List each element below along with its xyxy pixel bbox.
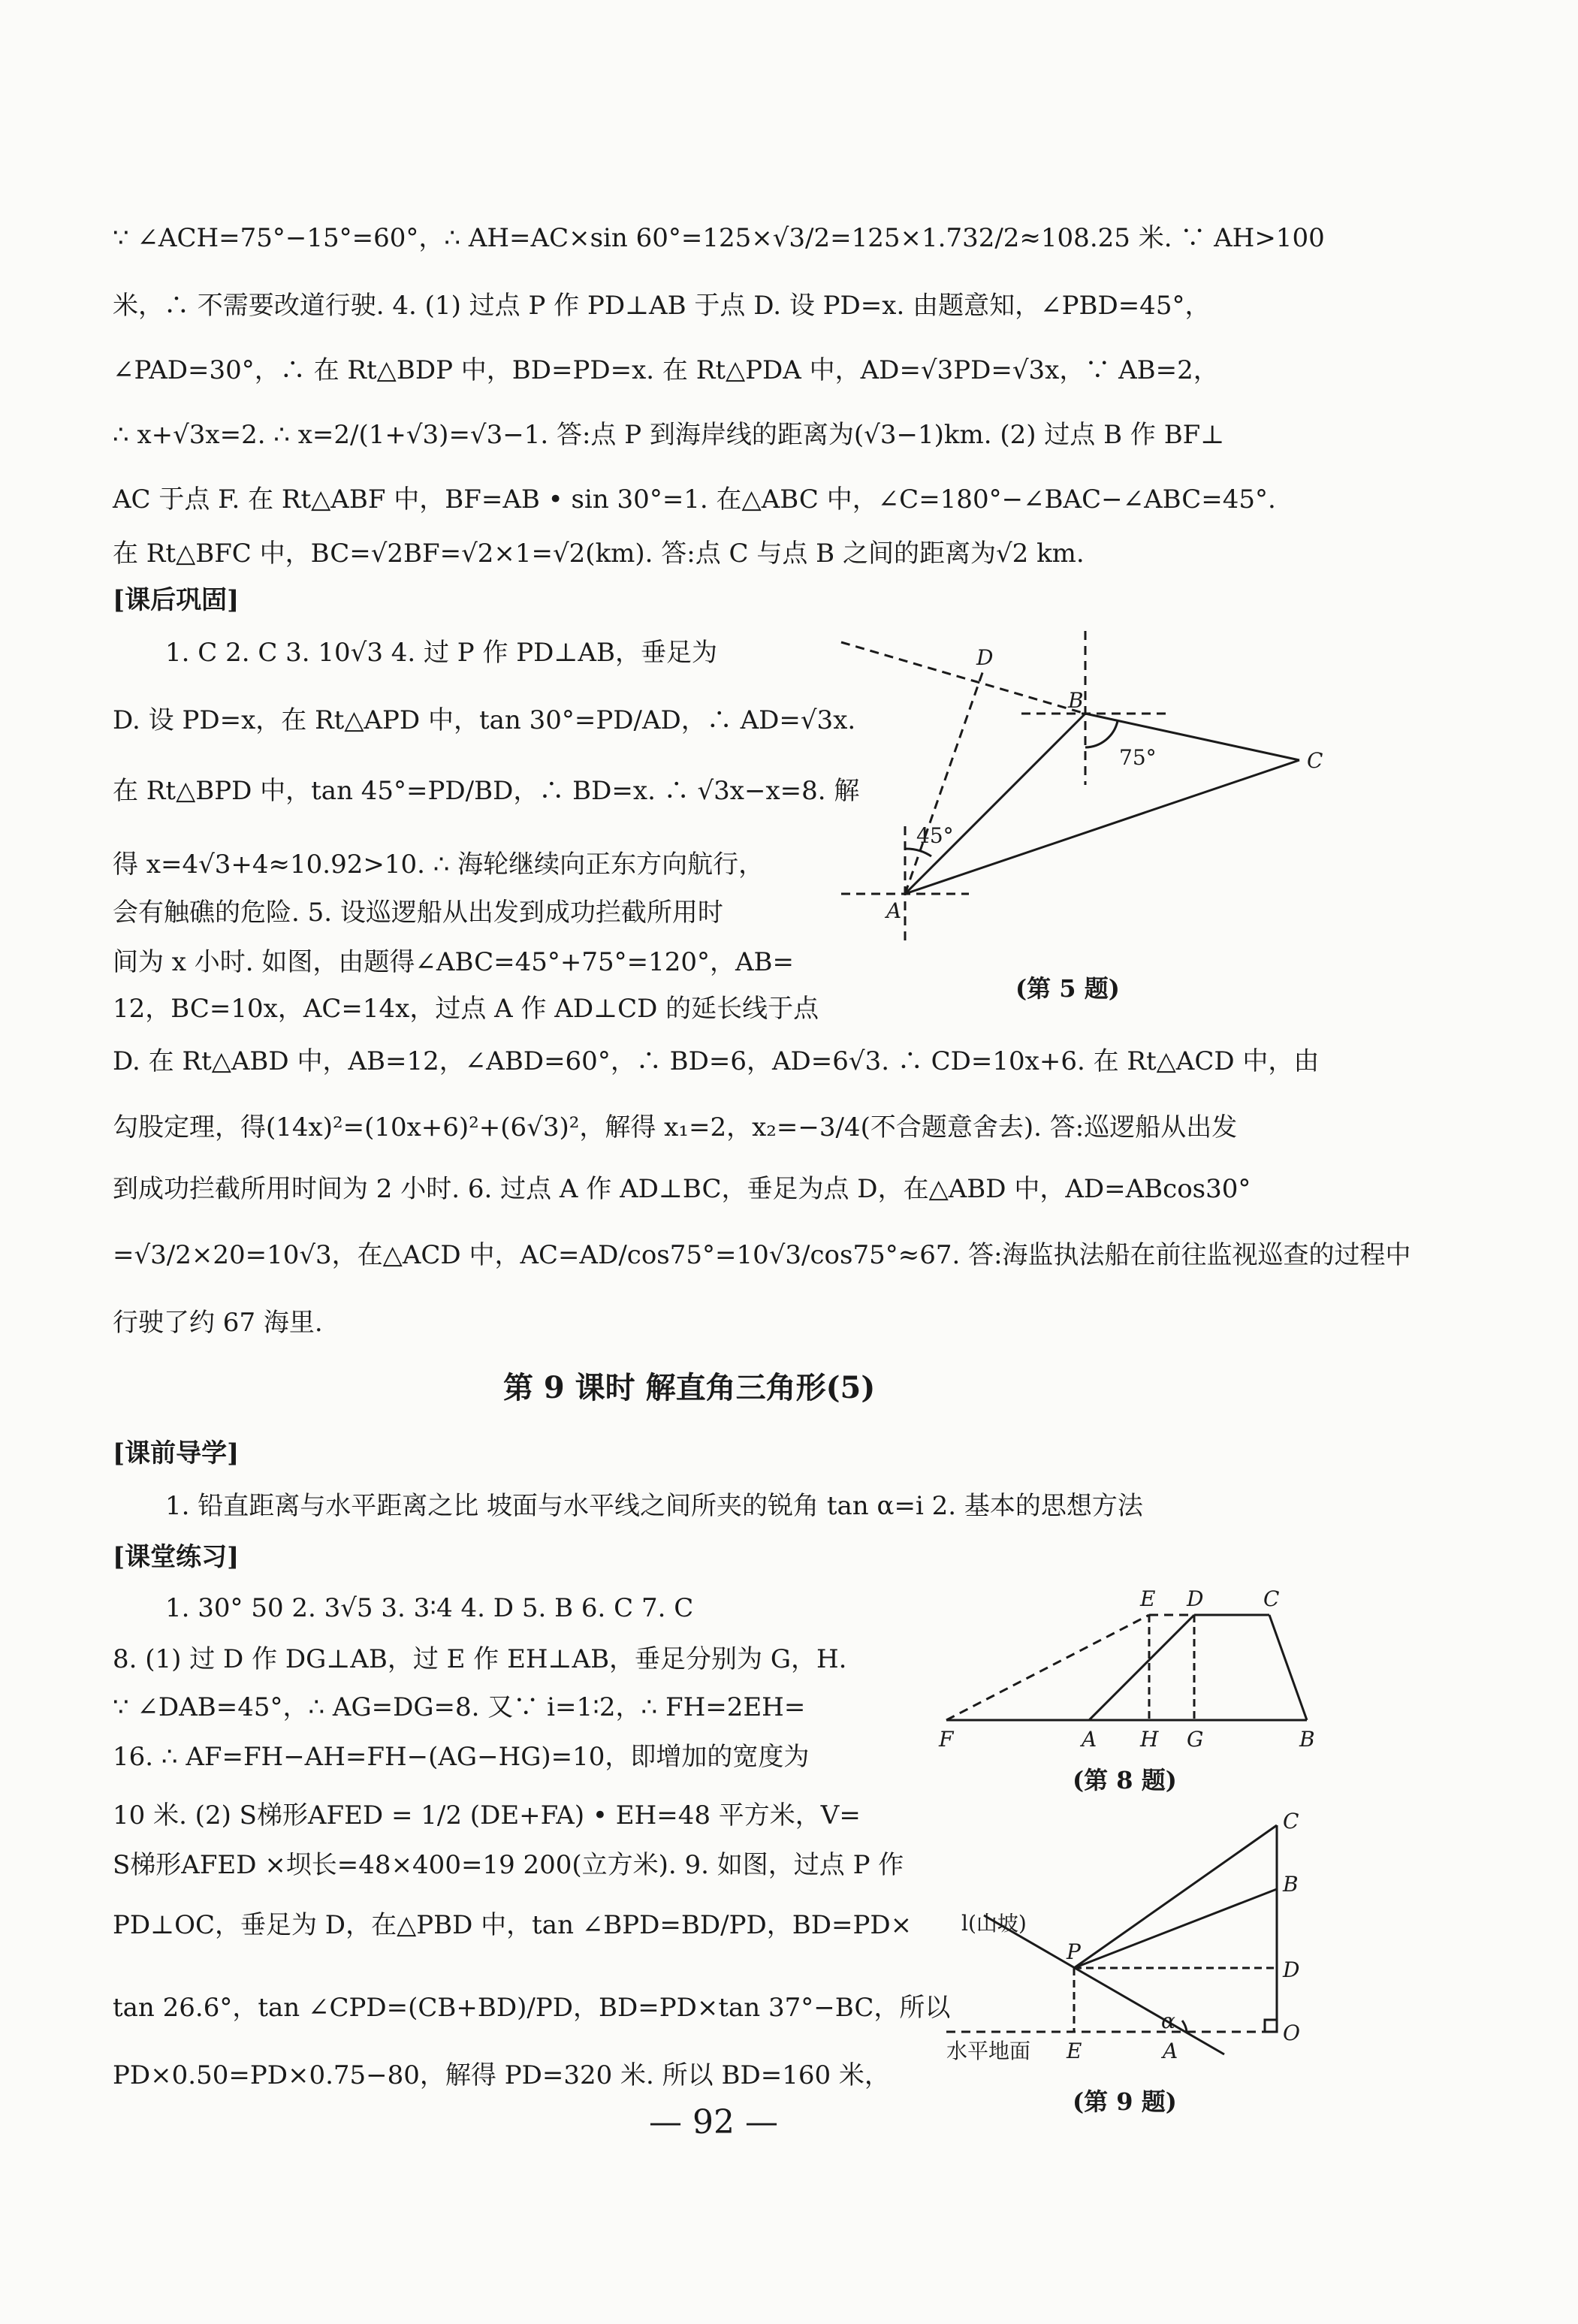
fig5-dashed-ad [905,669,984,894]
fig5-segment-ac [905,760,1299,894]
fig5-angle-45: 45° [916,823,954,848]
page-number: — 92 — [649,2103,778,2141]
kehou-line-7: 12，BC=10x，AC=14x，过点 A 作 AD⊥CD 的延长线于点 [113,994,819,1024]
text-line-3: ∠PAD=30°，∴ 在 Rt△BDP 中，BD=PD=x. 在 Rt△PDA 中，AD=√3PD=√3x，∵ AB=2， [113,355,1219,385]
ketang-line-4: 16. ∴ AF=FH−AH=FH−(AG−HG)=10，即增加的宽度为 [113,1742,810,1772]
fig9-right-angle-mark [1265,2020,1277,2032]
fig5-label-a: A [886,898,902,923]
section-keqian-daoxue: [课前导学] [113,1438,240,1468]
fig9-label-b: B [1283,1872,1299,1897]
kehou-line-4: 得 x=4√3+4≈10.92>10. ∴ 海轮继续向正东方向航行， [113,850,765,880]
fig9-label-e: E [1067,2039,1082,2063]
ketang-line-9: PD×0.50=PD×0.75−80，解得 PD=320 米. 所以 BD=160 米， [113,2060,890,2090]
figure-8-caption: (第 8 题) [1073,1766,1177,1794]
fig8-label-h: H [1140,1727,1159,1752]
keqian-line: 1. 铅直距离与水平距离之比 坡面与水平线之间所夹的锐角 tan α=i 2. 基本的思想方法 [165,1491,1143,1521]
kehou-line-5: 会有触礁的危险. 5. 设巡逻船从出发到成功拦截所用时 [113,898,723,928]
fig5-segment-ab [905,714,1085,894]
fig5-angle-75: 75° [1119,745,1157,770]
fig5-label-d: D [976,645,994,670]
text-line-4: ∴ x+√3x=2. ∴ x=2/(1+√3)=√3−1. 答:点 P 到海岸线的距离为(√3−1)km. (2) 过点 B 作 BF⊥ [113,420,1225,450]
fig5-label-c: C [1307,748,1323,773]
text-line-6: 在 Rt△BFC 中，BC=√2BF=√2×1=√2(km). 答:点 C 与点 B 之间的距离为√2 km. [113,539,1085,569]
ketang-line-7: PD⊥OC，垂足为 D，在△PBD 中，tan ∠BPD=BD/PD，BD=PD× [113,1910,913,1940]
figure-5-caption: (第 5 题) [1015,974,1120,1003]
figure-9-diagram [931,1810,1322,2066]
text-line-2: 米，∴ 不需要改道行驶. 4. (1) 过点 P 作 PD⊥AB 于点 D. 设 PD=x. 由题意知，∠PBD=45°， [113,291,1211,321]
ketang-line-8: tan 26.6°，tan ∠CPD=(CB+BD)/PD，BD=PD×tan 37°−BC，所以 [113,1993,951,2023]
fig8-label-c: C [1263,1586,1280,1611]
ketang-line-1: 1. 30° 50 2. 3√5 3. 3∶4 4. D 5. B 6. C 7. C [165,1593,694,1623]
kehou-line-6: 间为 x 小时. 如图，由题得∠ABC=45°+75°=120°，AB= [113,947,794,977]
ketang-line-5: 10 米. (2) S梯形AFED = 1/2 (DE+FA) • EH=48 平方米，V= [113,1800,861,1831]
kehou-full-line-5: 行驶了约 67 海里. [113,1308,323,1338]
kehou-full-line-4: =√3/2×20=10√3，在△ACD 中，AC=AD/cos75°=10√3/cos75°≈67. 答:海监执法船在前往监视巡查的过程中 [113,1240,1411,1270]
fig9-slope-label: l(山坡) [961,1911,1027,1936]
kehou-line-2: D. 设 PD=x，在 Rt△APD 中，tan 30°=PD/AD，∴ AD=√3x. [113,705,856,735]
kehou-full-line-2: 勾股定理，得(14x)²=(10x+6)²+(6√3)²，解得 x₁=2，x₂=−3/4(不合题意舍去). 答:巡逻船从出发 [113,1112,1238,1142]
figure-5-diagram [834,616,1344,961]
ketang-line-6: S梯形AFED ×坝长=48×400=19 200(立方米). 9. 如图，过点 P 作 [113,1850,904,1880]
fig9-segment-pb [1074,1889,1277,1968]
fig9-label-c: C [1283,1809,1299,1834]
section-ketang-lianxi: [课堂练习] [113,1542,240,1572]
figure-9-caption: (第 9 题) [1073,2087,1177,2116]
fig8-dashed-fe [946,1615,1149,1720]
fig5-label-b: B [1068,688,1084,713]
fig5-segment-bc [1085,714,1299,760]
text-line-1: ∵ ∠ACH=75°−15°=60°，∴ AH=AC×sin 60°=125×√3/2=125×1.732/2≈108.25 米. ∵ AH>100 [113,223,1325,253]
fig9-label-d: D [1283,1957,1300,1982]
ketang-line-2: 8. (1) 过 D 作 DG⊥AB，过 E 作 EH⊥AB，垂足分别为 G，H. [113,1644,847,1674]
kehou-full-line-3: 到成功拦截所用时间为 2 小时. 6. 过点 A 作 AD⊥BC，垂足为点 D，在△ABD 中，AD=ABcos30° [113,1174,1251,1204]
fig8-label-e: E [1140,1586,1156,1611]
kehou-line-3: 在 Rt△BPD 中，tan 45°=PD/BD，∴ BD=x. ∴ √3x−x=8. 解 [113,776,860,806]
fig8-label-d: D [1187,1586,1204,1611]
fig8-label-f: F [939,1727,954,1752]
fig9-segment-pc [1074,1825,1277,1968]
ketang-line-3: ∵ ∠DAB=45°，∴ AG=DG=8. 又∵ i=1∶2，∴ FH=2EH= [113,1692,806,1722]
fig5-angle-75-arc [1085,721,1118,747]
fig9-label-p: P [1067,1939,1081,1964]
fig8-label-b: B [1299,1727,1315,1752]
fig9-label-a: A [1163,2039,1178,2063]
section-kehou-gonggu: [课后巩固] [113,585,240,615]
kehou-line-1: 1. C 2. C 3. 10√3 4. 过 P 作 PD⊥AB，垂足为 [165,638,717,668]
fig8-side-cb [1269,1615,1307,1720]
fig9-slope-line [984,1915,1224,2054]
fig8-label-a: A [1082,1727,1097,1752]
fig9-label-o: O [1283,2021,1300,2045]
figure-8-diagram [931,1577,1322,1750]
fig8-side-ad [1089,1615,1194,1720]
text-line-5: AC 于点 F. 在 Rt△ABF 中，BF=AB • sin 30°=1. 在△ABC 中，∠C=180°−∠BAC−∠ABC=45°. [113,484,1276,515]
kehou-full-line-1: D. 在 Rt△ABD 中，AB=12，∠ABD=60°，∴ BD=6，AD=6√3. ∴ CD=10x+6. 在 Rt△ACD 中，由 [113,1046,1320,1076]
fig9-angle-alpha: α [1161,2009,1175,2033]
lesson-title: 第 9 课时 解直角三角形(5) [503,1370,876,1405]
fig5-dashed-db [841,642,1085,714]
fig5-angle-45-arc [905,849,931,856]
fig9-ground-label: 水平地面 [946,2039,1031,2063]
fig8-label-g: G [1187,1727,1204,1752]
